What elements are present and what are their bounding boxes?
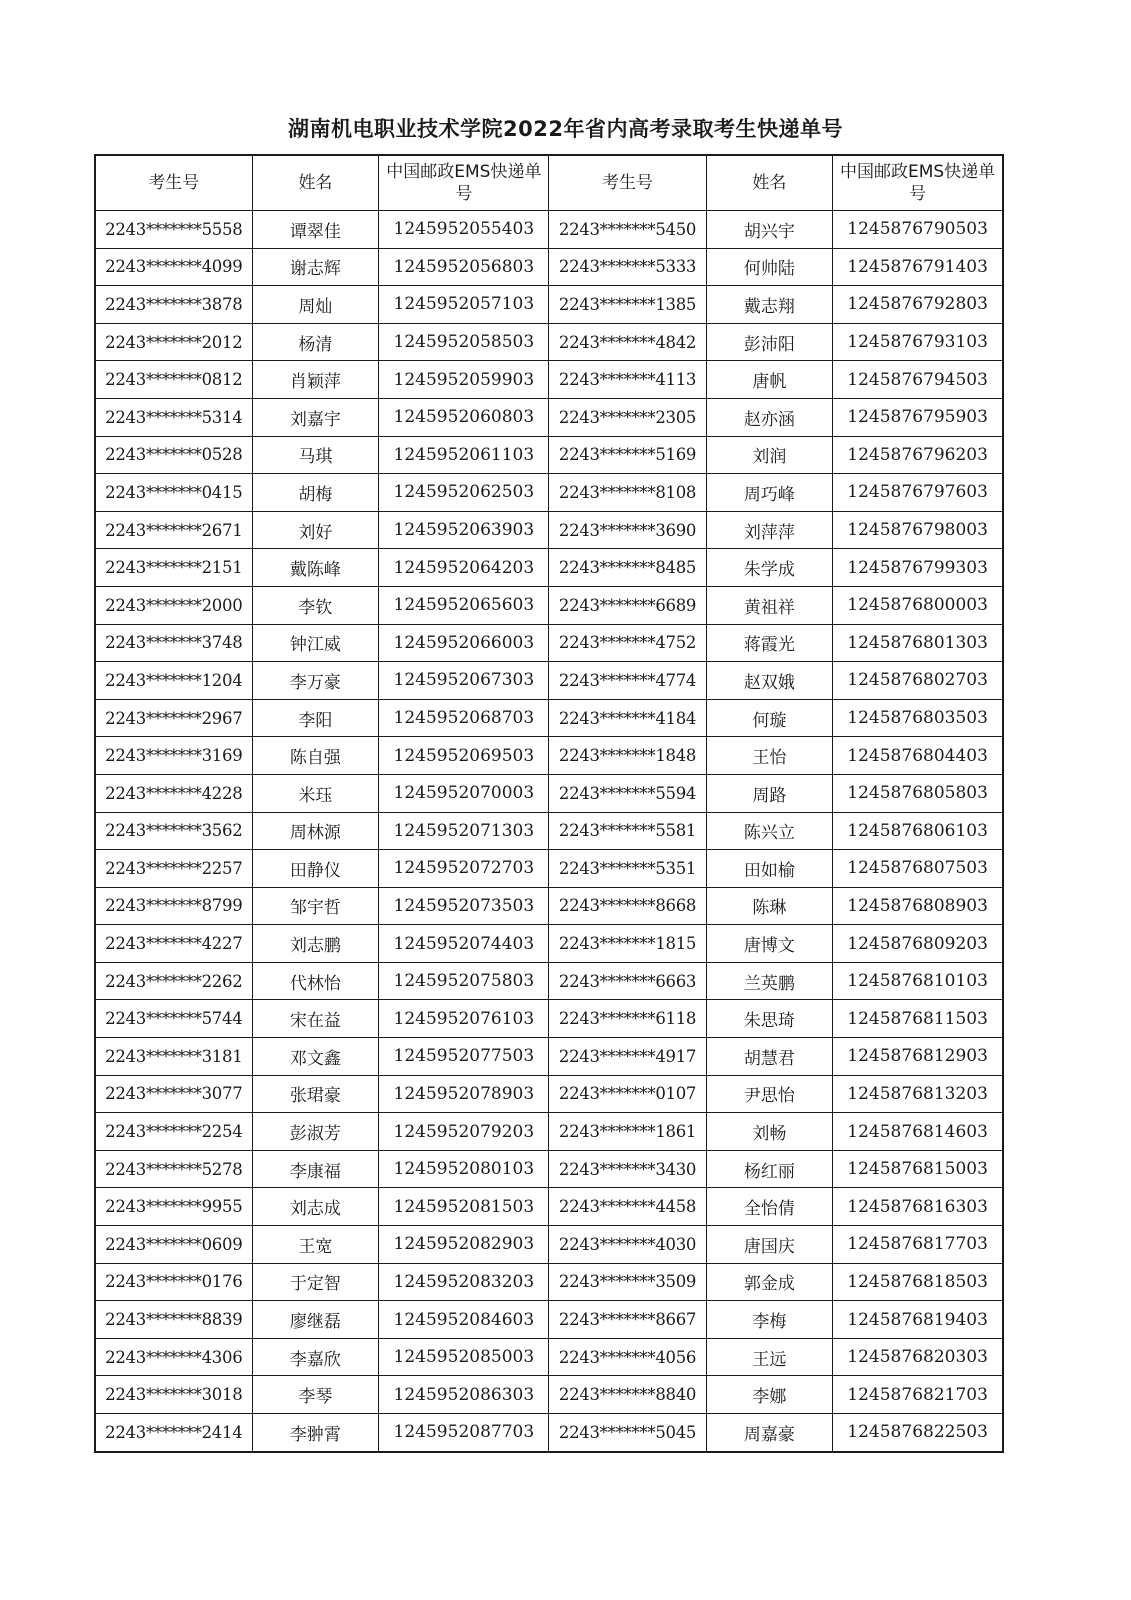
candidate-id-cell: 2243*******1848 [549, 737, 706, 775]
table-row [95, 1188, 1003, 1226]
name-cell: 米珏 [252, 774, 379, 812]
candidate-id-cell: 2243*******3430 [549, 1150, 706, 1188]
header-name: 姓名 [252, 155, 379, 211]
name-cell: 陈兴立 [706, 812, 833, 850]
table-row [95, 1338, 1003, 1376]
name-cell: 唐帆 [706, 361, 833, 399]
name-cell: 邓文鑫 [252, 1038, 379, 1076]
name-cell: 周巧峰 [706, 474, 833, 512]
ems-number-cell: 1245876820303 [833, 1338, 1003, 1376]
candidate-id-cell: 2243*******3690 [549, 511, 706, 549]
ems-number-cell: 1245952069503 [379, 737, 549, 775]
name-cell: 李娜 [706, 1376, 833, 1414]
ems-number-cell: 1245952059903 [379, 361, 549, 399]
ems-number-cell: 1245876804403 [833, 737, 1003, 775]
candidate-id-cell: 2243*******8108 [549, 474, 706, 512]
candidate-id-cell: 2243*******2257 [95, 850, 252, 888]
ems-number-cell: 1245876790503 [833, 211, 1003, 249]
name-cell: 李万豪 [252, 662, 379, 700]
name-cell: 宋在益 [252, 1000, 379, 1038]
ems-number-cell: 1245876799303 [833, 549, 1003, 587]
name-cell: 廖继磊 [252, 1301, 379, 1339]
table-row [95, 662, 1003, 700]
ems-number-cell: 1245952064203 [379, 549, 549, 587]
table-row [95, 1150, 1003, 1188]
ems-number-cell: 1245876819403 [833, 1301, 1003, 1339]
candidate-id-cell: 2243*******5169 [549, 436, 706, 474]
candidate-id-cell: 2243*******2012 [95, 323, 252, 361]
ems-number-cell: 1245952061103 [379, 436, 549, 474]
name-cell: 李钦 [252, 586, 379, 624]
candidate-id-cell: 2243*******0609 [95, 1226, 252, 1264]
name-cell: 邹宇哲 [252, 887, 379, 925]
ems-number-cell: 1245952070003 [379, 774, 549, 812]
ems-number-cell: 1245876793103 [833, 323, 1003, 361]
candidate-id-cell: 2243*******3018 [95, 1376, 252, 1414]
candidate-id-cell: 2243*******6663 [549, 962, 706, 1000]
name-cell: 戴陈峰 [252, 549, 379, 587]
name-cell: 周嘉豪 [706, 1414, 833, 1452]
candidate-id-cell: 2243*******1204 [95, 662, 252, 700]
header-candidate-id: 考生号 [95, 155, 252, 211]
table-row [95, 812, 1003, 850]
candidate-id-cell: 2243*******4184 [549, 699, 706, 737]
candidate-id-cell: 2243*******6689 [549, 586, 706, 624]
name-cell: 唐博文 [706, 925, 833, 963]
ems-number-cell: 1245952086303 [379, 1376, 549, 1414]
name-cell: 周灿 [252, 286, 379, 324]
table-row [95, 1226, 1003, 1264]
ems-number-cell: 1245876791403 [833, 248, 1003, 286]
name-cell: 李阳 [252, 699, 379, 737]
name-cell: 朱学成 [706, 549, 833, 587]
table-row [95, 474, 1003, 512]
candidate-id-cell: 2243*******8799 [95, 887, 252, 925]
candidate-id-cell: 2243*******0415 [95, 474, 252, 512]
name-cell: 李康福 [252, 1150, 379, 1188]
ems-number-cell: 1245952081503 [379, 1188, 549, 1226]
ems-number-cell: 1245876797603 [833, 474, 1003, 512]
ems-number-cell: 1245876809203 [833, 925, 1003, 963]
table-row [95, 511, 1003, 549]
name-cell: 郭金成 [706, 1263, 833, 1301]
ems-number-cell: 1245876803503 [833, 699, 1003, 737]
candidate-id-cell: 2243*******4306 [95, 1338, 252, 1376]
candidate-id-cell: 2243*******2000 [95, 586, 252, 624]
ems-number-cell: 1245876813203 [833, 1075, 1003, 1113]
name-cell: 刘志成 [252, 1188, 379, 1226]
ems-number-cell: 1245952080103 [379, 1150, 549, 1188]
ems-number-cell: 1245876812903 [833, 1038, 1003, 1076]
candidate-id-cell: 2243*******0812 [95, 361, 252, 399]
table-row [95, 887, 1003, 925]
name-cell: 赵双娥 [706, 662, 833, 700]
candidate-id-cell: 2243*******4228 [95, 774, 252, 812]
document-title: 湖南机电职业技术学院2022年省内高考录取考生快递单号 [288, 117, 843, 141]
candidate-id-cell: 2243*******5278 [95, 1150, 252, 1188]
table-row [95, 1376, 1003, 1414]
name-cell: 杨红丽 [706, 1150, 833, 1188]
header-ems-number: 中国邮政EMS快递单号 [379, 155, 549, 211]
table-row [95, 699, 1003, 737]
ems-number-cell: 1245952078903 [379, 1075, 549, 1113]
table-row [95, 323, 1003, 361]
ems-tracking-table [94, 154, 1004, 1453]
name-cell: 于定智 [252, 1263, 379, 1301]
candidate-id-cell: 2243*******9955 [95, 1188, 252, 1226]
header-name: 姓名 [706, 155, 833, 211]
ems-number-cell: 1245876807503 [833, 850, 1003, 888]
ems-number-cell: 1245876798003 [833, 511, 1003, 549]
ems-number-cell: 1245876792803 [833, 286, 1003, 324]
table-row [95, 1075, 1003, 1113]
ems-number-cell: 1245876821703 [833, 1376, 1003, 1414]
ems-number-cell: 1245952068703 [379, 699, 549, 737]
ems-number-cell: 1245952066003 [379, 624, 549, 662]
candidate-id-cell: 2243*******4842 [549, 323, 706, 361]
name-cell: 黄祖祥 [706, 586, 833, 624]
candidate-id-cell: 2243*******1815 [549, 925, 706, 963]
ems-number-cell: 1245876811503 [833, 1000, 1003, 1038]
candidate-id-cell: 2243*******5314 [95, 398, 252, 436]
ems-number-cell: 1245952071303 [379, 812, 549, 850]
name-cell: 谭翠佳 [252, 211, 379, 249]
name-cell: 张珺豪 [252, 1075, 379, 1113]
candidate-id-cell: 2243*******4752 [549, 624, 706, 662]
header-ems-number: 中国邮政EMS快递单号 [833, 155, 1003, 211]
candidate-id-cell: 2243*******4917 [549, 1038, 706, 1076]
candidate-id-cell: 2243*******8485 [549, 549, 706, 587]
candidate-id-cell: 2243*******4774 [549, 662, 706, 700]
table-row [95, 850, 1003, 888]
ems-number-cell: 1245876810103 [833, 962, 1003, 1000]
ems-number-cell: 1245952058503 [379, 323, 549, 361]
candidate-id-cell: 2243*******3181 [95, 1038, 252, 1076]
name-cell: 周林源 [252, 812, 379, 850]
ems-number-cell: 1245952087703 [379, 1414, 549, 1452]
ems-number-cell: 1245952060803 [379, 398, 549, 436]
ems-number-cell: 1245876796203 [833, 436, 1003, 474]
name-cell: 田静仪 [252, 850, 379, 888]
candidate-id-cell: 2243*******4099 [95, 248, 252, 286]
candidate-id-cell: 2243*******5558 [95, 211, 252, 249]
ems-number-cell: 1245876794503 [833, 361, 1003, 399]
candidate-id-cell: 2243*******1861 [549, 1113, 706, 1151]
name-cell: 彭沛阳 [706, 323, 833, 361]
ems-number-cell: 1245952084603 [379, 1301, 549, 1339]
name-cell: 王怡 [706, 737, 833, 775]
ems-number-cell: 1245952079203 [379, 1113, 549, 1151]
name-cell: 田如榆 [706, 850, 833, 888]
candidate-id-cell: 2243*******4113 [549, 361, 706, 399]
name-cell: 胡慧君 [706, 1038, 833, 1076]
ems-number-cell: 1245876815003 [833, 1150, 1003, 1188]
ems-number-cell: 1245876814603 [833, 1113, 1003, 1151]
ems-number-cell: 1245952056803 [379, 248, 549, 286]
name-cell: 朱思琦 [706, 1000, 833, 1038]
name-cell: 刘润 [706, 436, 833, 474]
ems-number-cell: 1245952073503 [379, 887, 549, 925]
name-cell: 蒋霞光 [706, 624, 833, 662]
candidate-id-cell: 2243*******2151 [95, 549, 252, 587]
ems-number-cell: 1245876817703 [833, 1226, 1003, 1264]
name-cell: 唐国庆 [706, 1226, 833, 1264]
table-row [95, 586, 1003, 624]
name-cell: 何璇 [706, 699, 833, 737]
name-cell: 王宽 [252, 1226, 379, 1264]
table-row [95, 211, 1003, 249]
candidate-id-cell: 2243*******2262 [95, 962, 252, 1000]
candidate-id-cell: 2243*******5594 [549, 774, 706, 812]
candidate-id-cell: 2243*******2305 [549, 398, 706, 436]
name-cell: 全怡倩 [706, 1188, 833, 1226]
table-row [95, 1263, 1003, 1301]
ems-number-cell: 1245952075803 [379, 962, 549, 1000]
table-row [95, 549, 1003, 587]
candidate-id-cell: 2243*******0176 [95, 1263, 252, 1301]
candidate-id-cell: 2243*******2671 [95, 511, 252, 549]
ems-number-cell: 1245952062503 [379, 474, 549, 512]
table-row [95, 737, 1003, 775]
ems-number-cell: 1245952067303 [379, 662, 549, 700]
name-cell: 周路 [706, 774, 833, 812]
table-body [95, 211, 1003, 1452]
name-cell: 王远 [706, 1338, 833, 1376]
candidate-id-cell: 2243*******4227 [95, 925, 252, 963]
candidate-id-cell: 2243*******8839 [95, 1301, 252, 1339]
table-row [95, 436, 1003, 474]
candidate-id-cell: 2243*******5581 [549, 812, 706, 850]
ems-number-cell: 1245876802703 [833, 662, 1003, 700]
name-cell: 胡梅 [252, 474, 379, 512]
name-cell: 刘萍萍 [706, 511, 833, 549]
name-cell: 李嘉欣 [252, 1338, 379, 1376]
candidate-id-cell: 2243*******5450 [549, 211, 706, 249]
candidate-id-cell: 2243*******5744 [95, 1000, 252, 1038]
candidate-id-cell: 2243*******3169 [95, 737, 252, 775]
name-cell: 李琴 [252, 1376, 379, 1414]
candidate-id-cell: 2243*******5333 [549, 248, 706, 286]
name-cell: 李翀霄 [252, 1414, 379, 1452]
name-cell: 胡兴宇 [706, 211, 833, 249]
name-cell: 谢志辉 [252, 248, 379, 286]
ems-number-cell: 1245952082903 [379, 1226, 549, 1264]
ems-number-cell: 1245876822503 [833, 1414, 1003, 1452]
candidate-id-cell: 2243*******5351 [549, 850, 706, 888]
table-row [95, 248, 1003, 286]
ems-number-cell: 1245876808903 [833, 887, 1003, 925]
candidate-id-cell: 2243*******4030 [549, 1226, 706, 1264]
candidate-id-cell: 2243*******6118 [549, 1000, 706, 1038]
ems-number-cell: 1245952077503 [379, 1038, 549, 1076]
table-row [95, 1000, 1003, 1038]
candidate-id-cell: 2243*******0107 [549, 1075, 706, 1113]
name-cell: 刘畅 [706, 1113, 833, 1151]
table-row [95, 624, 1003, 662]
ems-number-cell: 1245952072703 [379, 850, 549, 888]
ems-number-cell: 1245952083203 [379, 1263, 549, 1301]
name-cell: 杨清 [252, 323, 379, 361]
candidate-id-cell: 2243*******8667 [549, 1301, 706, 1339]
name-cell: 戴志翔 [706, 286, 833, 324]
candidate-id-cell: 2243*******0528 [95, 436, 252, 474]
header-candidate-id: 考生号 [549, 155, 706, 211]
name-cell: 兰英鹏 [706, 962, 833, 1000]
table-row [95, 398, 1003, 436]
candidate-id-cell: 2243*******8668 [549, 887, 706, 925]
ems-number-cell: 1245952085003 [379, 1338, 549, 1376]
table-row [95, 361, 1003, 399]
candidate-id-cell: 2243*******3748 [95, 624, 252, 662]
name-cell: 刘嘉宇 [252, 398, 379, 436]
name-cell: 代林怡 [252, 962, 379, 1000]
name-cell: 肖颖萍 [252, 361, 379, 399]
name-cell: 陈自强 [252, 737, 379, 775]
name-cell: 刘好 [252, 511, 379, 549]
candidate-id-cell: 2243*******3562 [95, 812, 252, 850]
candidate-id-cell: 2243*******1385 [549, 286, 706, 324]
table-row [95, 962, 1003, 1000]
candidate-id-cell: 2243*******4458 [549, 1188, 706, 1226]
candidate-id-cell: 2243*******8840 [549, 1376, 706, 1414]
name-cell: 赵亦涵 [706, 398, 833, 436]
table-row [95, 1113, 1003, 1151]
name-cell: 何帅陆 [706, 248, 833, 286]
name-cell: 李梅 [706, 1301, 833, 1339]
name-cell: 陈琳 [706, 887, 833, 925]
table-row [95, 286, 1003, 324]
table-row [95, 1301, 1003, 1339]
ems-number-cell: 1245876795903 [833, 398, 1003, 436]
candidate-id-cell: 2243*******3077 [95, 1075, 252, 1113]
ems-number-cell: 1245952055403 [379, 211, 549, 249]
ems-number-cell: 1245876806103 [833, 812, 1003, 850]
candidate-id-cell: 2243*******2967 [95, 699, 252, 737]
ems-number-cell: 1245876816303 [833, 1188, 1003, 1226]
ems-number-cell: 1245876818503 [833, 1263, 1003, 1301]
ems-number-cell: 1245952065603 [379, 586, 549, 624]
ems-number-cell: 1245876801303 [833, 624, 1003, 662]
ems-number-cell: 1245952057103 [379, 286, 549, 324]
candidate-id-cell: 2243*******3878 [95, 286, 252, 324]
ems-number-cell: 1245876800003 [833, 586, 1003, 624]
ems-number-cell: 1245952074403 [379, 925, 549, 963]
name-cell: 尹思怡 [706, 1075, 833, 1113]
candidate-id-cell: 2243*******3509 [549, 1263, 706, 1301]
candidate-id-cell: 2243*******2254 [95, 1113, 252, 1151]
ems-number-cell: 1245952076103 [379, 1000, 549, 1038]
name-cell: 钟江威 [252, 624, 379, 662]
candidate-id-cell: 2243*******4056 [549, 1338, 706, 1376]
table-row [95, 774, 1003, 812]
name-cell: 马琪 [252, 436, 379, 474]
table-header-row [95, 155, 1003, 211]
candidate-id-cell: 2243*******2414 [95, 1414, 252, 1452]
name-cell: 刘志鹏 [252, 925, 379, 963]
name-cell: 彭淑芳 [252, 1113, 379, 1151]
ems-number-cell: 1245952063903 [379, 511, 549, 549]
table-row [95, 1414, 1003, 1452]
candidate-id-cell: 2243*******5045 [549, 1414, 706, 1452]
ems-number-cell: 1245876805803 [833, 774, 1003, 812]
table-row [95, 925, 1003, 963]
table-row [95, 1038, 1003, 1076]
